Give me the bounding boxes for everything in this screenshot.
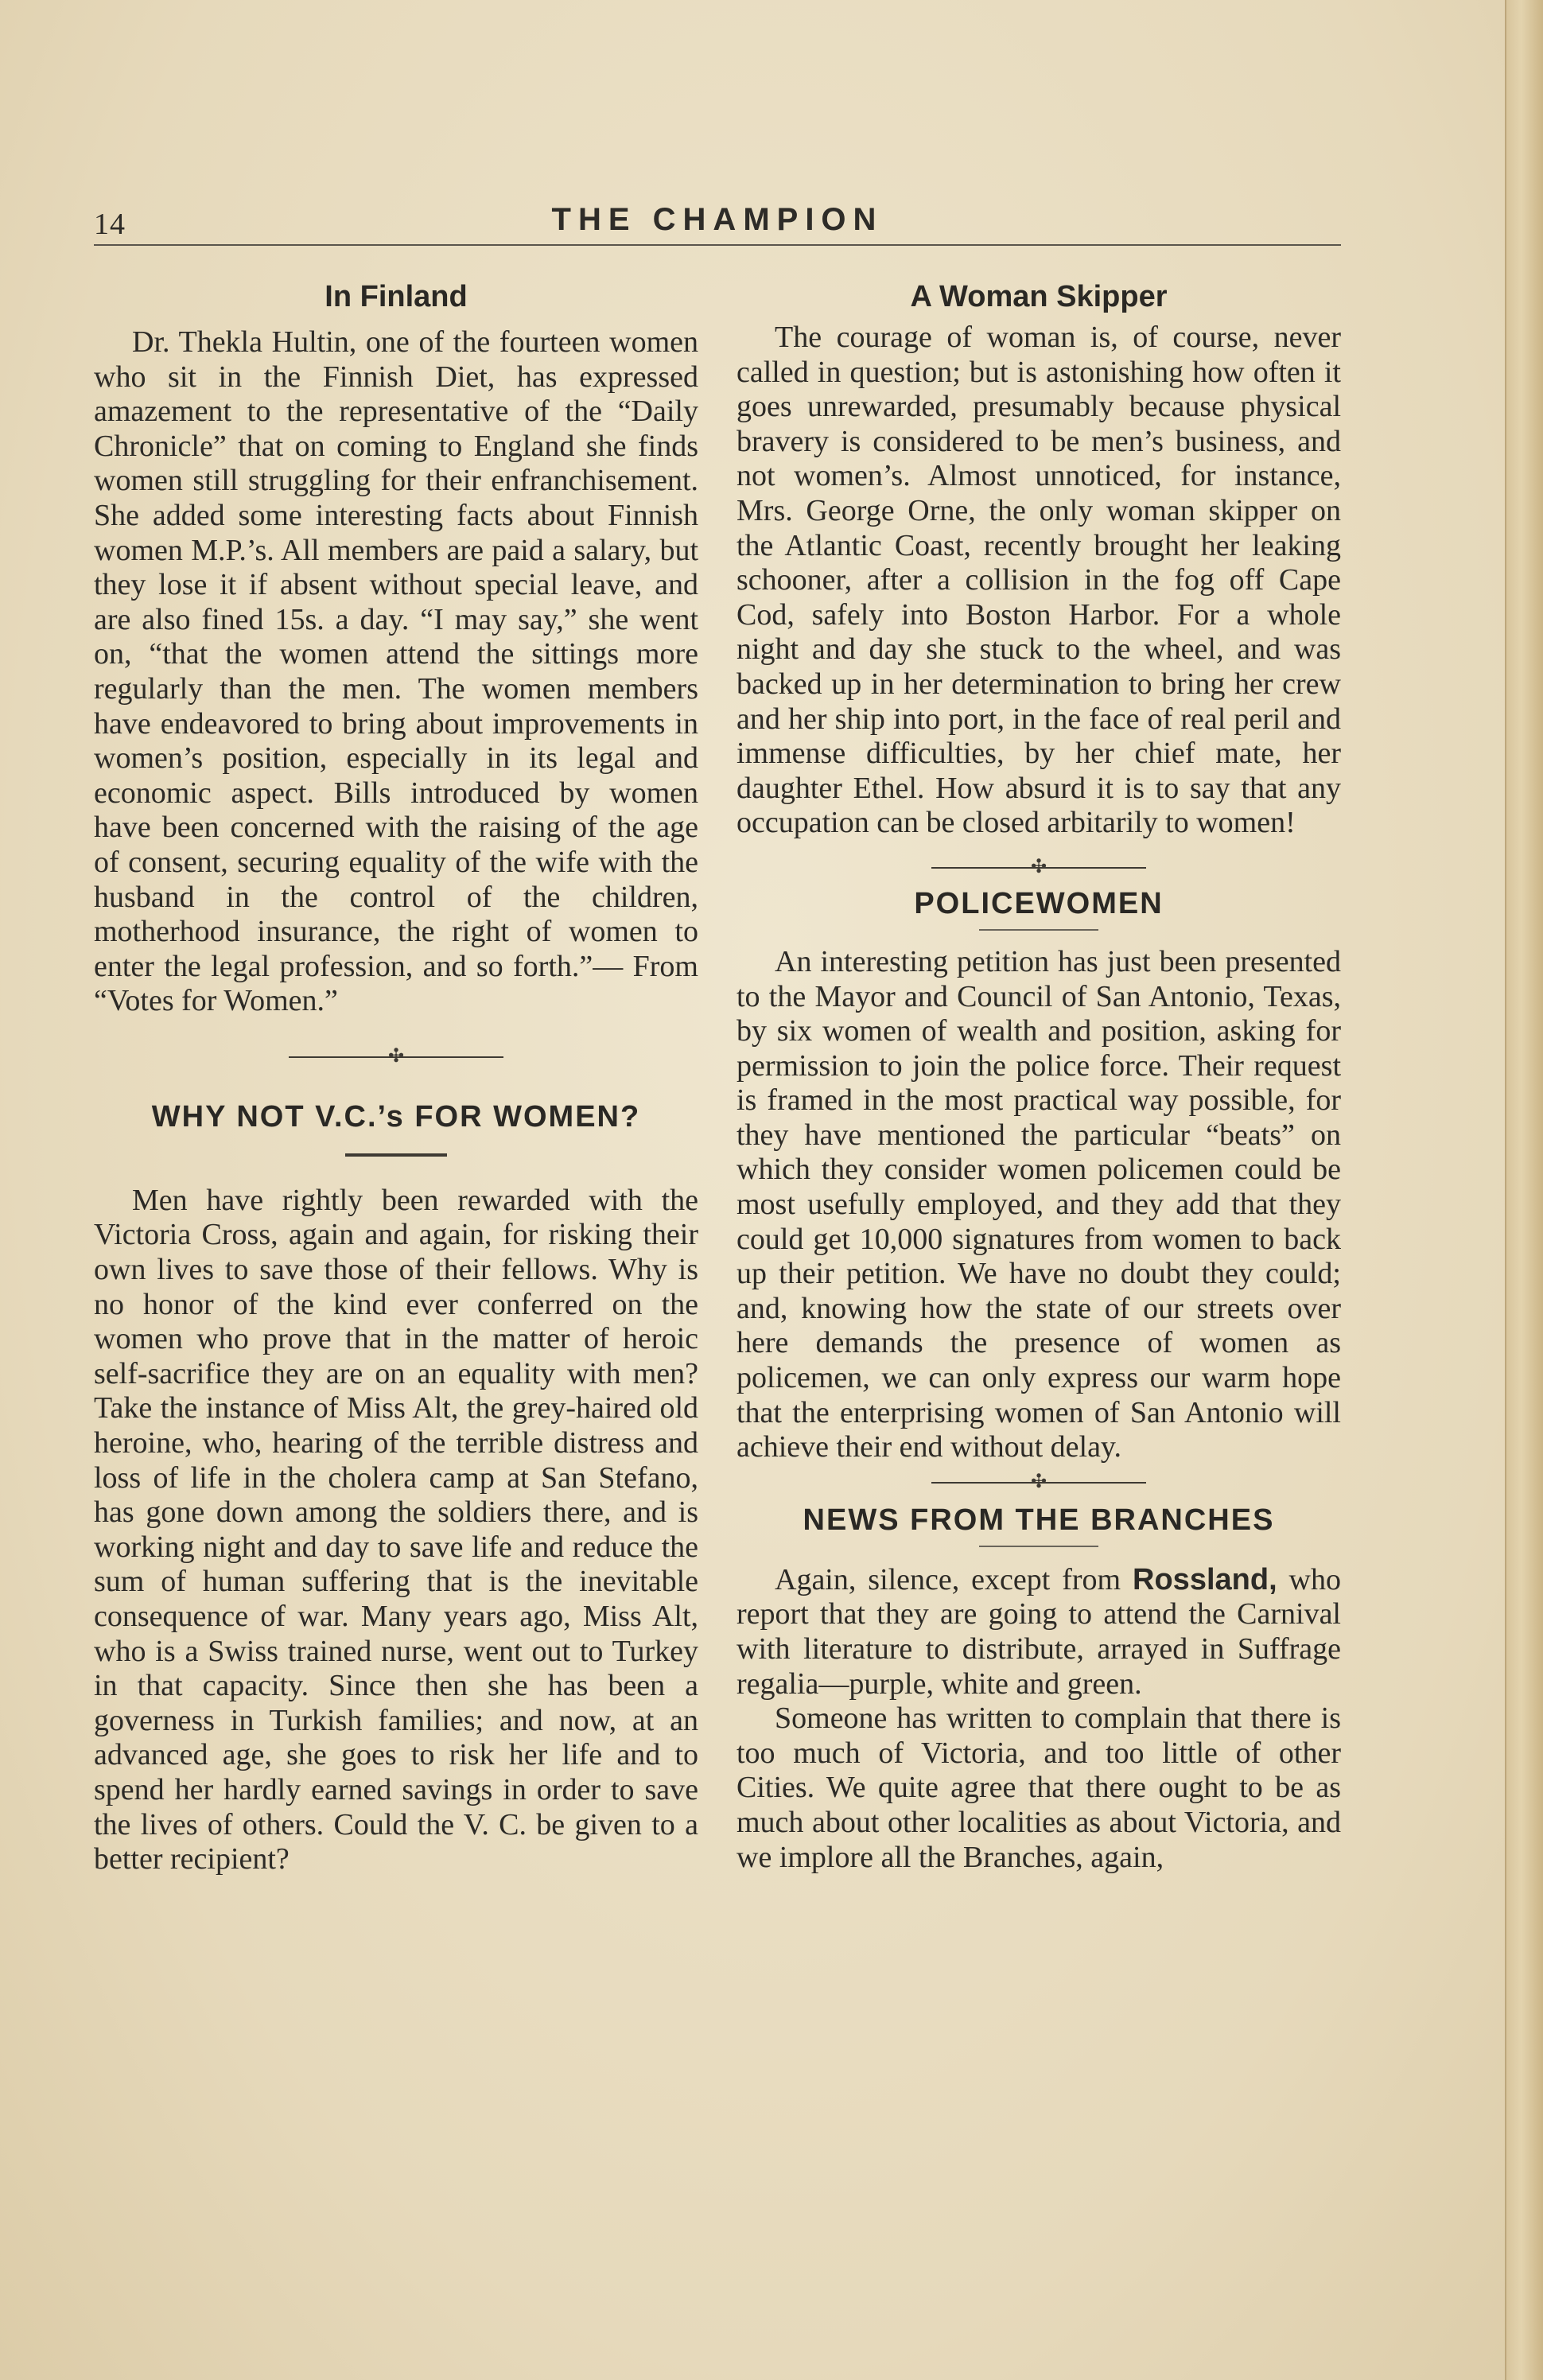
ornament-icon: ✣: [1030, 1471, 1047, 1492]
branches-paragraph-2: Someone has written to complain that there is too much of Victoria, and too little of other Cities. We quite agree that there ought to be as much about other localities as about Victoria, and we implore all the Branches, again,: [737, 1701, 1341, 1874]
heading-underline: [979, 1546, 1098, 1547]
page-number: 14: [94, 208, 126, 241]
heading-underline: [345, 1153, 447, 1157]
heading-in-finland: In Finland: [325, 280, 468, 313]
branches-paragraph-1: Again, silence, except from Rossland, who report that they are going to attend the Carnival with literature to distribute, arrayed in Suffrage regalia—purple, white and green.: [737, 1562, 1341, 1701]
branch-name-rossland: Rossland,: [1133, 1562, 1277, 1596]
heading-why-not-vc: WHY NOT V.C.’s FOR WOMEN?: [151, 1099, 641, 1134]
ornament-icon: ✣: [387, 1045, 405, 1067]
left-column: [94, 280, 698, 1877]
section-divider: [931, 1471, 1146, 1492]
header-rule: [94, 244, 1341, 246]
ornament-icon: ✣: [1030, 856, 1047, 877]
heading-woman-skipper: A Woman Skipper: [910, 280, 1168, 313]
skipper-article: The courage of woman is, of course, never called in question; but is astonishing how often it goes unrewarded, presumably because physical bravery is considered to be men’s business, and not women’s. Almost unnoticed, for instance, Mrs. George Orne, the only woman skipper on the Atlantic Coast, recently brought her leaking schooner, after a collision in the fog off Cape Cod, safely into Boston Harbor. For a whole night and day she stuck to the wheel, and was backed up in her determination to bring her crew and her ship into port, in the face of real peril and immense difficulties, by her chief mate, her daughter Ethel. How absurd it is to say that any occupation can be closed arbitarily to women!: [737, 321, 1341, 840]
page-header: [94, 200, 1341, 248]
running-head: THE CHAMPION: [551, 202, 884, 237]
right-column: [737, 280, 1341, 1875]
section-divider: [289, 1045, 503, 1067]
finland-article: Dr. Thekla Hultin, one of the fourteen women who sit in the Finnish Diet, has expressed amazement to the representative of the “Daily Chronicle” that on coming to England she finds women still struggling for their enfranchisement. She added some interesting facts about Finnish women M.P.’s. All members are paid a salary, but they lose it if absent without special leave, and are also fined 15s. a day. “I may say,” she went on, “that the women attend the sittings more regularly than the men. The women members have endeavored to bring about improvements in women’s position, especially in its legal and economic aspect. Bills introduced by women have been concerned with the raising of the age of consent, securing equality of the wife with the husband in the control of the children, motherhood insurance, the right of women to enter the legal profession, and so forth.”— From “Votes for Women.”: [94, 325, 698, 1018]
heading-news-branches: NEWS FROM THE BRANCHES: [803, 1503, 1275, 1537]
vc-article: Men have rightly been rewarded with the Victoria Cross, again and again, for risking their own lives to save those of their fellows. Why is no honor of the kind ever conferred on the women who prove that in the matter of heroic self-sacrifice they are on an equality with men? Take the instance of Miss Alt, the grey-haired old heroine, who, hearing of the terrible distress and loss of life in the cholera camp at San Stefano, has gone down among the soldiers there, and is working night and day to save life and reduce the sum of human suffering that is the inevitable consequence of war. Many years ago, Miss Alt, who is a Swiss trained nurse, went out to Turkey in that capacity. Since then she has been a governess in Turkish families; and now, at an advanced age, she goes to risk her life and to spend her hardly earned savings in order to save the lives of others. Could the V. C. be given to a better recipient?: [94, 1183, 698, 1876]
policewomen-article: An interesting petition has just been presented to the Mayor and Council of San Antonio, Texas, by six women of wealth and position, asking for permission to join the police force. Their request is framed in the most practical way possible, for they have mentioned the particular “beats” on which they consider women policemen could be most usefully employed, and they add that they could get 10,000 signatures from women to back up their petition. We have no doubt they could; and, knowing how the state of our streets over here demands the presence of women as policemen, we can only express our warm hope that the enterprising women of San Antonio will achieve their end without delay.: [737, 944, 1341, 1464]
heading-underline: [979, 929, 1098, 931]
page-edge: [1505, 0, 1543, 2380]
section-divider: [931, 856, 1146, 877]
heading-policewomen: POLICEWOMEN: [914, 886, 1164, 920]
